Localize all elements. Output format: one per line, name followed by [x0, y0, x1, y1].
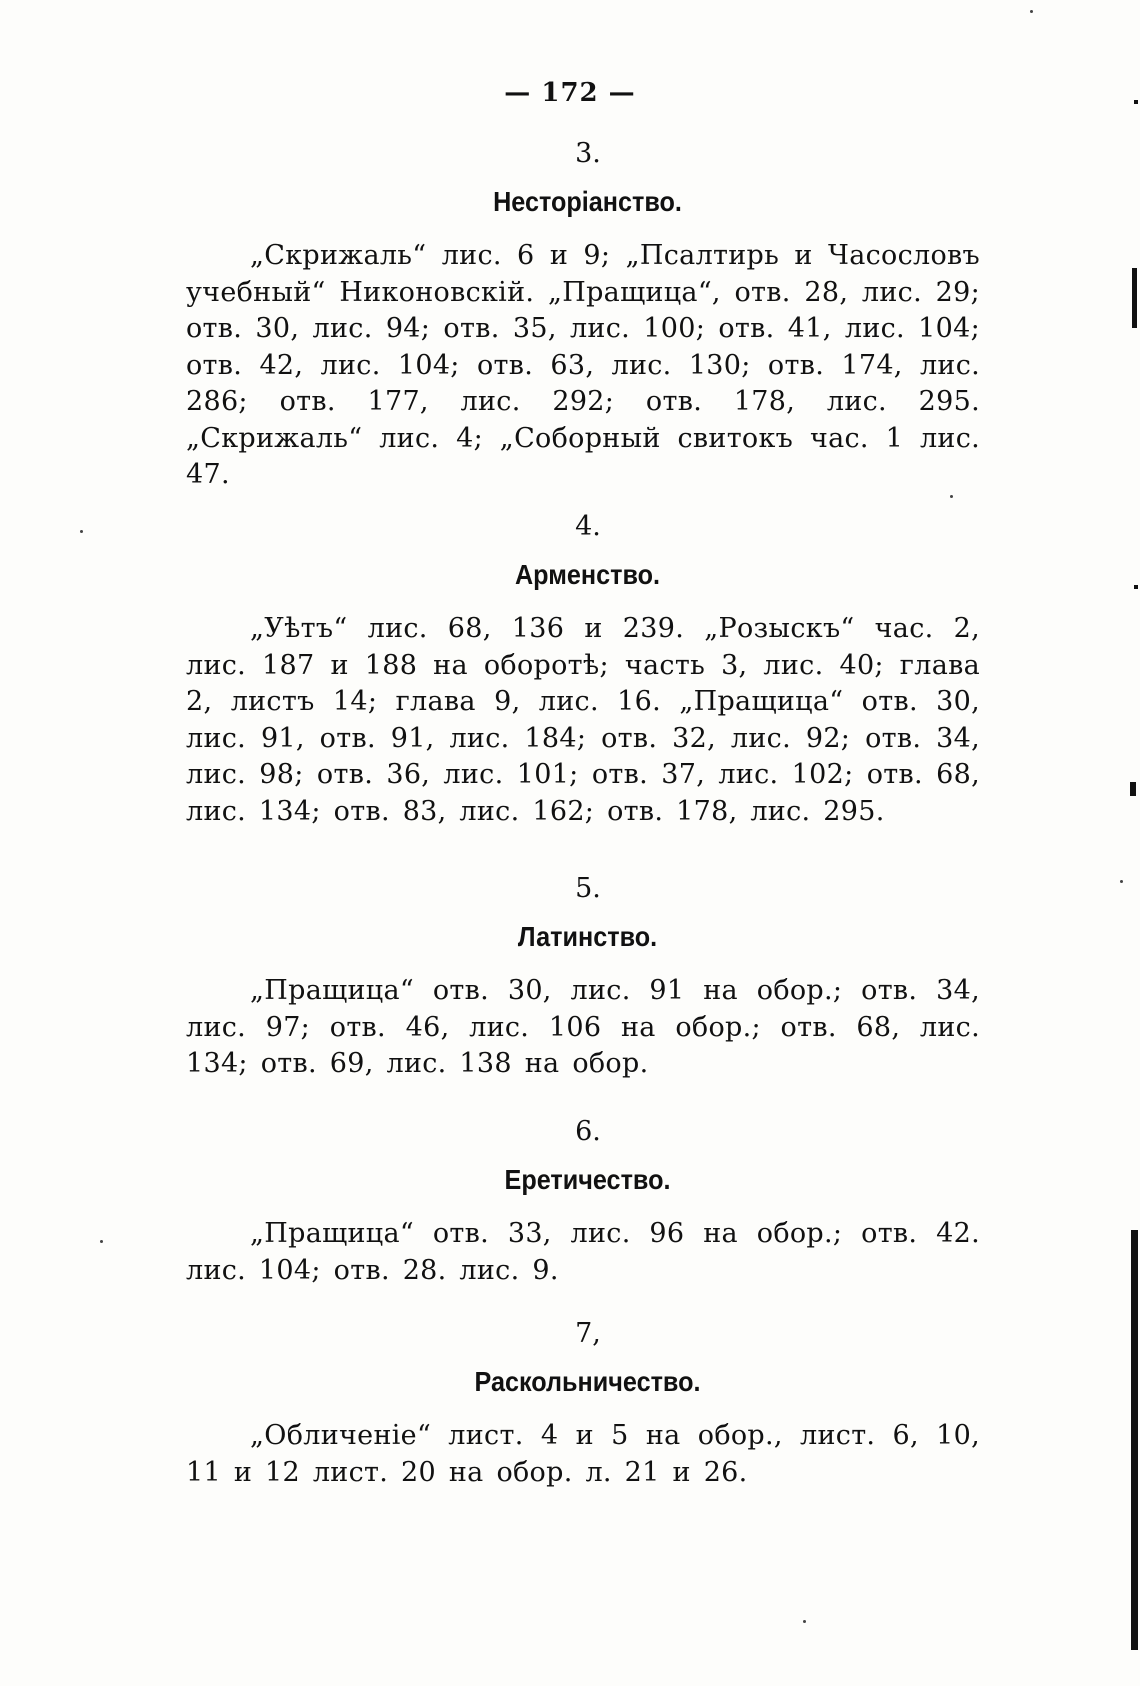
scan-speck: [1030, 10, 1033, 13]
section-body: „Пращица“ отв. 30, лис. 91 на обор.; отв. 34, лис. 97; отв. 46, лис. 106 на обор.; отв. 68, лис. 134; отв. 69, лис. 138 на обор.: [186, 975, 980, 1079]
section-number: 7,: [575, 1318, 601, 1349]
section-5: [186, 865, 980, 1083]
section-title: Еретичество.: [504, 1164, 671, 1195]
section-title: Латинство.: [517, 921, 658, 952]
scan-speck: [80, 530, 83, 533]
section-body: „Уѣтъ“ лис. 68, 136 и 239. „Розыскъ“ час. 2, лис. 187 и 188 на оборотѣ; часть 3, лис. 40; глава 2, листъ 14; глава 9, лис. 16. „Пращица“ отв. 30, лис. 91, отв. 91, лис. 184; отв. 32, лис. 92; отв. 34, лис. 98; отв. 36, лис. 101; отв. 37, лис. 102; отв. 68, лис. 134; отв. 83, лис. 162; отв. 178, лис. 295.: [186, 613, 980, 827]
scan-edge-mark: [1131, 1230, 1138, 1650]
section-6: [186, 1108, 980, 1289]
section-number: 4.: [575, 511, 601, 542]
section-title: Раскольничество.: [474, 1366, 701, 1397]
scan-edge-mark: [1134, 585, 1138, 589]
section-7: [186, 1310, 980, 1491]
section-3: [186, 130, 980, 494]
scan-edge-mark: [1134, 100, 1138, 104]
scan-speck: [803, 1620, 806, 1623]
section-number: 6.: [575, 1116, 601, 1147]
scan-edge-mark: [1132, 268, 1137, 328]
section-title: Арменство.: [514, 559, 661, 590]
section-title: Несторіанство.: [493, 186, 682, 217]
section-body: „Обличеніе“ лист. 4 и 5 на обор., лист. 6, 10, 11 и 12 лист. 20 на обор. л. 21 и 26.: [186, 1420, 980, 1488]
section-4: [186, 503, 980, 830]
scan-speck: [1120, 880, 1123, 883]
section-number: 5.: [575, 873, 601, 904]
scan-edge-mark: [1130, 782, 1136, 796]
scan-speck: [950, 495, 953, 498]
page-number-header: — 172 —: [504, 78, 636, 108]
section-body: „Скрижаль“ лис. 6 и 9; „Псалтирь и Часословъ учебный“ Никоновскій. „Пращица“, отв. 28, лис. 29; отв. 30, лис. 94; отв. 35, лис. 100; отв. 41, лис. 104; отв. 42, лис. 104; отв. 63, лис. 130; отв. 174, лис. 286; отв. 177, лис. 292; отв. 178, лис. 295. „Скрижаль“ лис. 4; „Соборный свитокъ час. 1 лис. 47.: [186, 240, 980, 490]
section-number: 3.: [575, 138, 601, 169]
section-body: „Пращица“ отв. 33, лис. 96 на обор.; отв. 42. лис. 104; отв. 28. лис. 9.: [186, 1218, 980, 1286]
scan-speck: [100, 1240, 103, 1243]
